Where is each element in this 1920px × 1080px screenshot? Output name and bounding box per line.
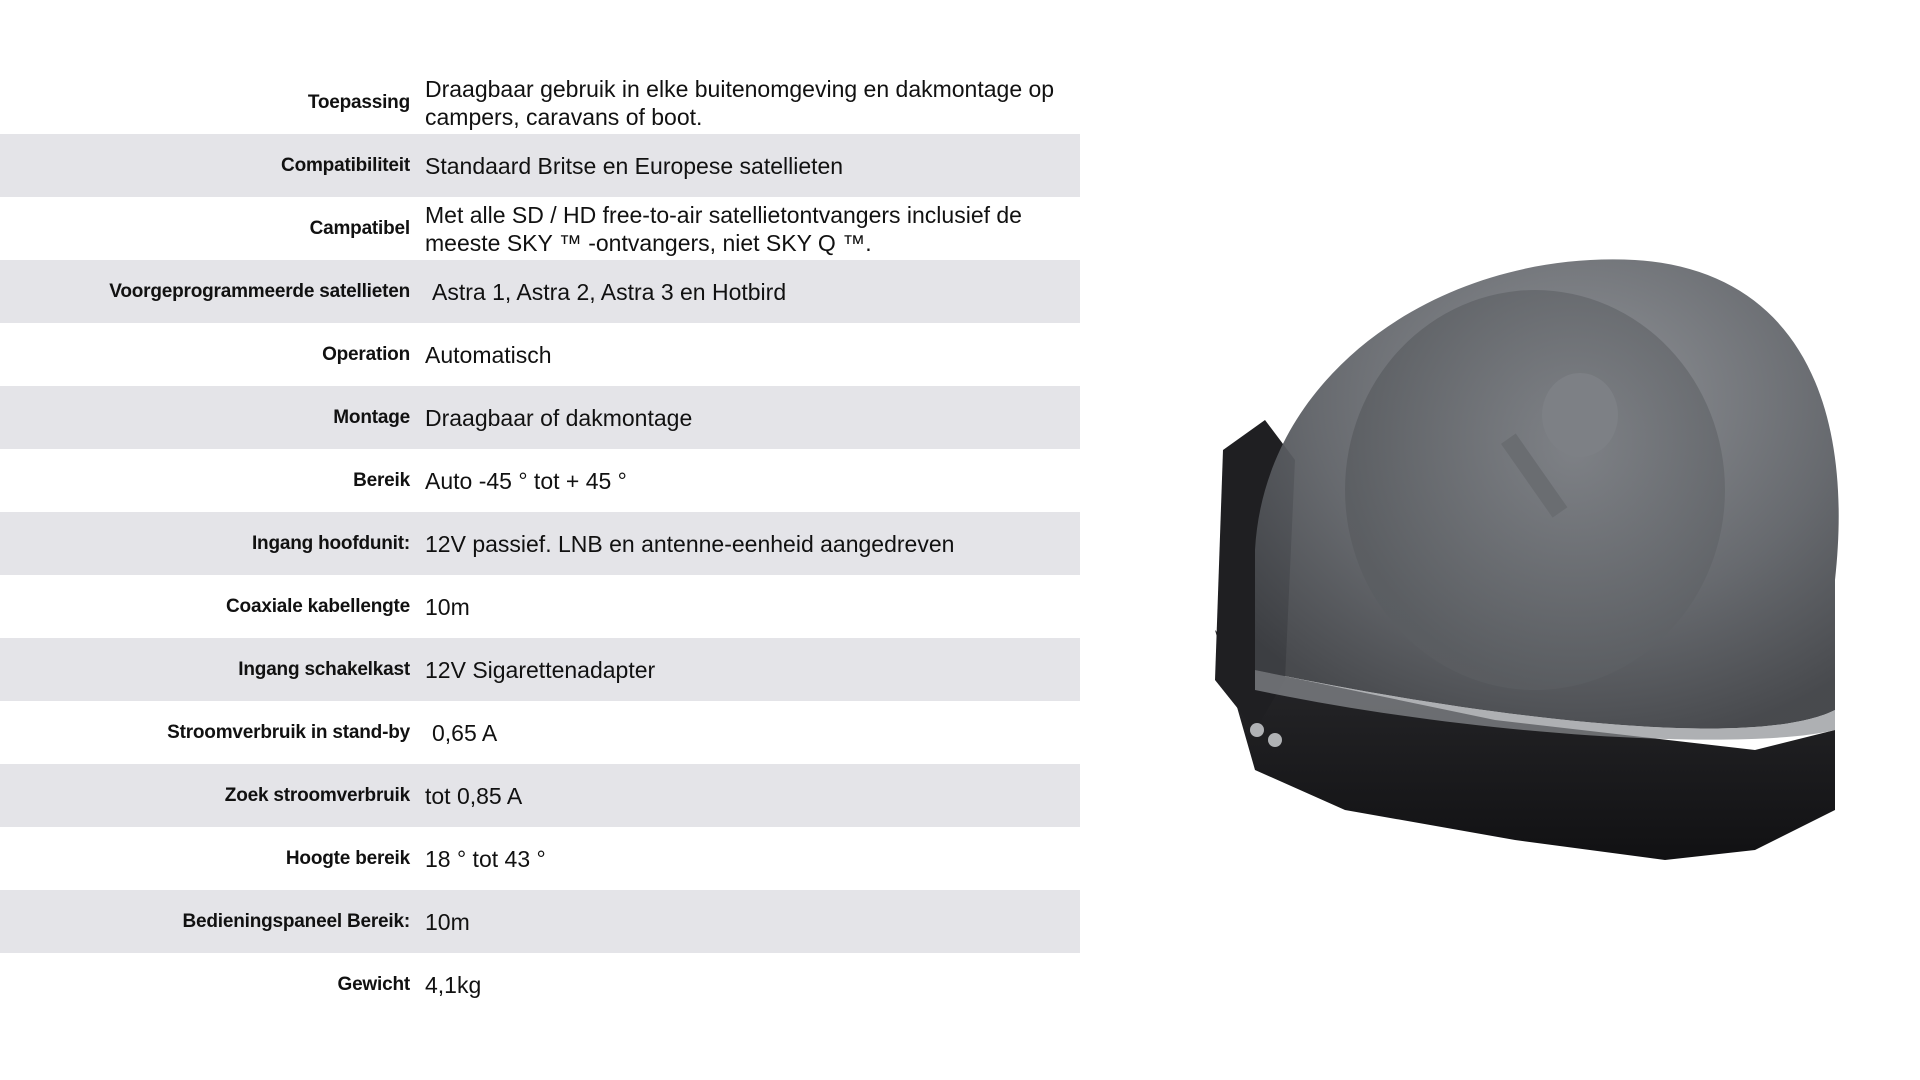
- spec-value: 0,65 A: [432, 719, 498, 746]
- spec-value: Draagbaar of dakmontage: [425, 404, 693, 431]
- spec-label: Compatibiliteit: [281, 154, 410, 176]
- spec-label: Coaxiale kabellengte: [226, 595, 410, 617]
- spec-value: Met alle SD / HD free-to-air satellietontvangers inclusief de meeste SKY ™ -ontvangers, niet SKY Q ™.: [425, 201, 1022, 256]
- spec-value: 10m: [425, 593, 470, 620]
- spec-row-campatibel: [0, 197, 1080, 260]
- spec-row-coaxiale-kabellengte: [0, 575, 1080, 638]
- spec-row-ingang-hoofdunit: [0, 512, 1080, 575]
- spec-value: Astra 1, Astra 2, Astra 3 en Hotbird: [432, 278, 787, 305]
- spec-value: 12V passief. LNB en antenne-eenheid aangedreven: [425, 530, 955, 557]
- spec-row-bereik: [0, 449, 1080, 512]
- spec-row-gewicht: [0, 953, 1080, 1016]
- spec-label: Ingang hoofdunit:: [251, 532, 410, 554]
- spec-label: Hoogte bereik: [285, 847, 410, 869]
- spec-label: Voorgeprogrammeerde satellieten: [109, 280, 410, 302]
- spec-value: tot 0,85 A: [425, 782, 523, 809]
- spec-value: Automatisch: [425, 341, 552, 368]
- spec-value: 18 ° tot 43 °: [425, 845, 546, 872]
- spec-row-compatibiliteit: [0, 134, 1080, 197]
- spec-label: Bedieningspaneel Bereik:: [182, 910, 410, 932]
- spec-label: Bereik: [353, 469, 410, 491]
- spec-label: Montage: [333, 406, 410, 428]
- spec-row-stroomverbruik-stand-by: [0, 701, 1080, 764]
- spec-row-voorgeprogrammeerde-satellieten: [0, 260, 1080, 323]
- spec-row-bedieningspaneel-bereik: [0, 890, 1080, 953]
- spec-label: Stroomverbruik in stand-by: [167, 721, 410, 743]
- spec-label: Operation: [322, 343, 410, 365]
- spec-label: Zoek stroomverbruik: [224, 784, 410, 806]
- spec-value: Standaard Britse en Europese satellieten: [425, 152, 844, 179]
- spec-value: 10m: [425, 908, 470, 935]
- spec-label: Gewicht: [337, 973, 410, 995]
- spec-value: Auto -45 ° tot + 45 °: [425, 467, 627, 494]
- spec-row-zoek-stroomverbruik: [0, 764, 1080, 827]
- spec-label: Ingang schakelkast: [238, 658, 410, 680]
- spec-row-montage: [0, 386, 1080, 449]
- spec-label: Campatibel: [309, 217, 410, 239]
- spec-value: Draagbaar gebruik in elke buitenomgeving en dakmontage op campers, caravans of boot.: [425, 75, 1055, 130]
- spec-value: 4,1kg: [425, 971, 482, 998]
- spec-table: [0, 71, 1080, 1016]
- satellite-dome-image: [1195, 250, 1845, 870]
- spec-value: 12V Sigarettenadapter: [425, 656, 656, 683]
- spec-row-toepassing: [0, 71, 1080, 134]
- spec-row-hoogte-bereik: [0, 827, 1080, 890]
- spec-row-operation: [0, 323, 1080, 386]
- spec-label: Toepassing: [307, 91, 410, 113]
- spec-row-ingang-schakelkast: [0, 638, 1080, 701]
